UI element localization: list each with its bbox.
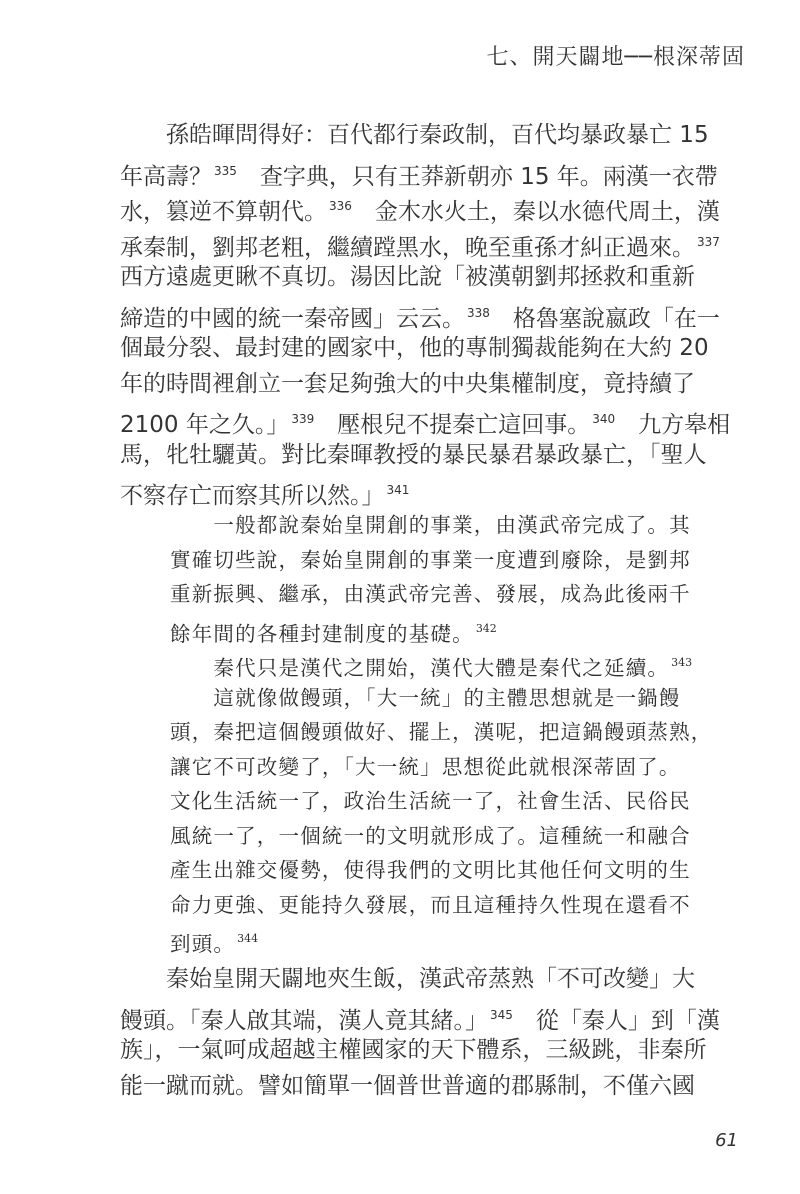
quote-line [170, 922, 700, 957]
text-line [120, 154, 718, 190]
text-line: 個最分裂、最封建的國家中，他的專制獨裁能夠在大約 20 [120, 335, 709, 361]
footnote-ref: 339 [291, 412, 315, 426]
quote-line [170, 646, 700, 681]
quote-line: 這就像做饅頭，「大一統」的主體思想就是一鍋饅 [170, 685, 681, 710]
text-line [120, 225, 720, 261]
paragraph-1 [120, 118, 731, 509]
text-span: 2100 年之久。」 [120, 412, 290, 438]
text-span: 餘年間的各種封建制度的基礎。 [170, 621, 474, 646]
running-header: 七、開天闢地──根深蒂固 [486, 45, 745, 70]
text-span: 不察存亡而察其所以然。」 [120, 483, 385, 509]
text-span: 查字典，只有王莽新朝亦 15 年。兩漢一衣帶 [236, 163, 718, 190]
text-span: 格魯塞說嬴政「在一 [489, 305, 720, 332]
text-span: 到頭。 [170, 932, 236, 956]
footnote-ref: 337 [697, 234, 720, 249]
text-span: 年高壽？ [120, 163, 212, 190]
footnote-ref: 336 [329, 199, 352, 213]
text-line: 馬，牝牡驪黃。對比秦暉教授的暴民暴君暴政暴亡，「聖人 [120, 441, 707, 468]
text-line [120, 189, 720, 225]
footnote-ref: 342 [475, 621, 497, 635]
text-span: 九方皋相 [615, 412, 731, 438]
text-line [120, 402, 731, 438]
text-span: 饅頭。「秦人啟其端，漢人竟其緒。」 [120, 1007, 488, 1034]
text-line: 年的時間裡創立一套足夠強大的中央集權制度，竟持續了 [120, 370, 695, 397]
quote-line: 重新振興、繼承，由漢武帝完善、發展，成為此後兩千 [170, 582, 691, 606]
footnote-ref: 335 [214, 163, 237, 178]
footnote-ref: 341 [386, 483, 410, 497]
quote-line: 命力更強、更能持久發展，而且這種持久性現在還看不 [170, 892, 691, 917]
paragraph-2 [120, 962, 720, 1104]
footnote-ref: 344 [237, 932, 259, 945]
footnote-ref: 338 [467, 305, 490, 320]
quote-line: 讓它不可改變了，「大一統」思想從此就根深蒂固了。 [170, 754, 681, 779]
footnote-ref: 343 [671, 656, 693, 669]
text-line: 西方遠處更瞅不真切。湯因比說「被漢朝劉邦拯救和重新 [120, 264, 695, 290]
text-line: 秦始皇開天闢地夾生飯，漢武帝蒸熟「不可改變」大 [120, 966, 695, 992]
text-line [120, 998, 720, 1034]
text-span: 從「秦人」到「漢 [512, 1007, 720, 1034]
quote-line: 產生出雜交優勢，使得我們的文明比其他任何文明的生 [170, 858, 691, 882]
text-span: 壓根兒不提秦亡這回事。 [314, 412, 591, 438]
text-span: 承秦制，劉邦老粗，繼續蹚黑水，晚至重孫才糾正過來。 [120, 234, 695, 261]
text-span: 金木水火土，秦以水德代周土，漢 [351, 199, 720, 225]
text-line: 族」，一氣呵成超越主權國家的天下體系，三級跳，非秦所 [120, 1037, 707, 1063]
text-line [120, 473, 696, 509]
text-line: 孫皓暉問得好：百代都行秦政制，百代均暴政暴亡 15 [120, 122, 709, 148]
text-span: 水，篡逆不算朝代。 [120, 199, 327, 225]
quote-line: 實確切些說，秦始皇開創的事業一度遭到廢除，是劉邦 [170, 547, 691, 572]
text-line: 能一蹴而就。譬如簡單一個普世普適的郡縣制，不僅六國 [120, 1072, 695, 1099]
quote-line: 頭，秦把這個饅頭做好、擺上，漢呢，把這鍋饅頭蒸熟， [170, 720, 713, 744]
footnote-ref: 345 [490, 1007, 513, 1022]
quote-line: 一般都說秦始皇開創的事業，由漢武帝完成了。其 [170, 513, 691, 537]
text-line [120, 296, 720, 332]
text-span: 締造的中國的統一秦帝國」云云。 [120, 305, 465, 332]
block-quote [170, 508, 713, 957]
quote-line: 風統一了，一個統一的文明就形成了。這種統一和融合 [170, 823, 691, 848]
page-number: 61 [715, 1130, 738, 1151]
quote-line: 文化生活統一了，政治生活統一了，社會生活、民俗民 [170, 789, 691, 813]
quote-line [170, 612, 700, 647]
footnote-ref: 340 [592, 412, 616, 426]
text-span: 秦代只是漢代之開始，漢代大體是秦代之延續。 [170, 656, 670, 680]
